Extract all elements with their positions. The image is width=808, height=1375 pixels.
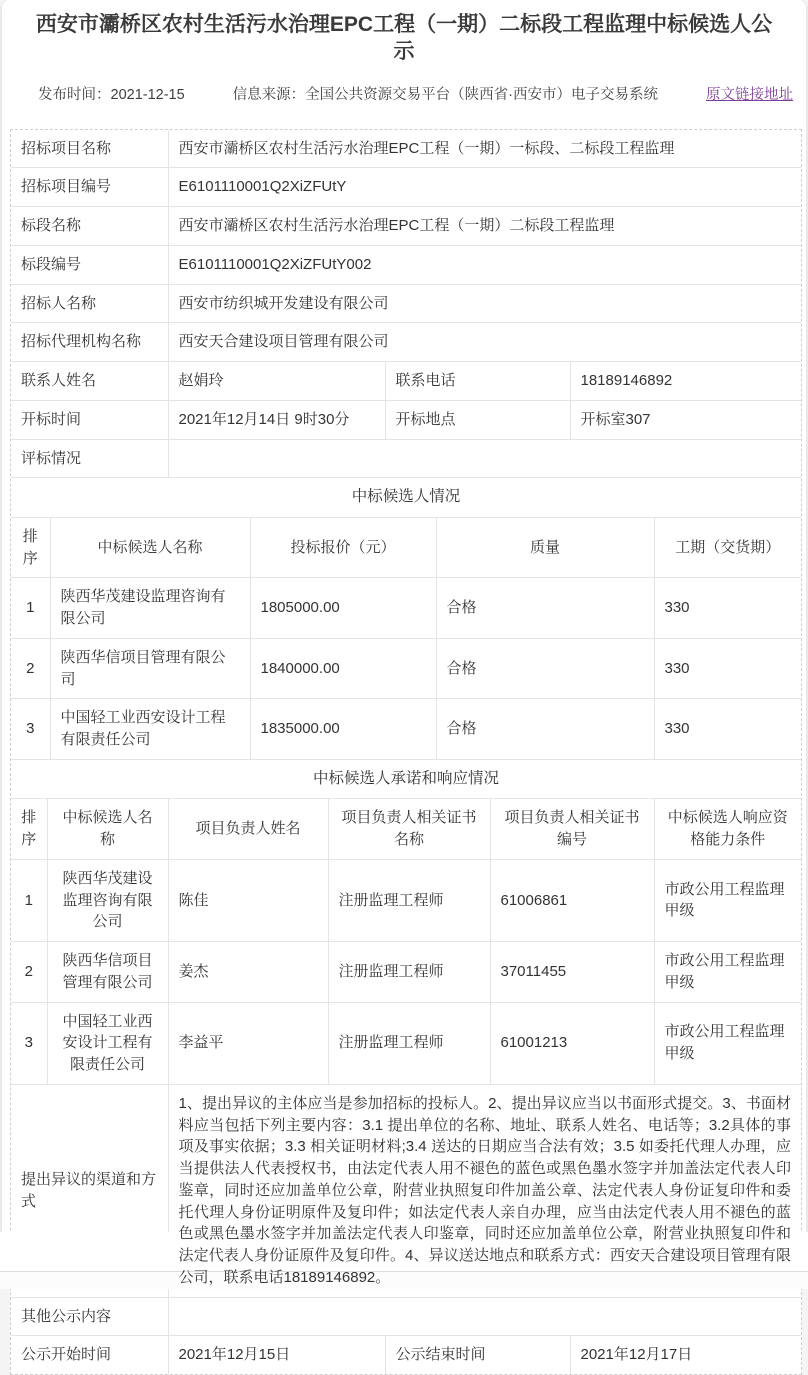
info-label: 招标项目编号 (11, 168, 168, 207)
publicity-start-label: 公示开始时间 (11, 1336, 168, 1374)
response-cert-no: 61006861 (490, 859, 654, 941)
candidate-quality: 合格 (436, 699, 654, 760)
col-header-manager: 项目负责人姓名 (168, 799, 328, 860)
response-cert-name: 注册监理工程师 (328, 1002, 490, 1084)
table-row (11, 168, 801, 207)
info-value: 西安天合建设项目管理有限公司 (168, 323, 801, 362)
responses-section-title: 中标候选人承诺和响应情况 (11, 759, 801, 798)
footer-table (11, 1084, 801, 1374)
info-label: 招标项目名称 (11, 130, 168, 168)
other-content-value (168, 1297, 801, 1336)
col-header-name: 中标候选人名称 (50, 517, 250, 578)
info-label: 招标人名称 (11, 284, 168, 323)
candidate-row (11, 578, 801, 639)
response-manager: 姜杰 (168, 942, 328, 1003)
response-cert-name: 注册监理工程师 (328, 942, 490, 1003)
info-source: 信息来源：全国公共资源交易平台（陕西省·西安市）电子交易系统 (232, 86, 658, 103)
contact-name-value: 赵娟玲 (168, 362, 385, 401)
info-table (11, 130, 801, 479)
open-place-value: 开标室307 (570, 400, 801, 439)
response-row (11, 1002, 801, 1084)
publicity-period-row (11, 1336, 801, 1374)
candidate-row (11, 699, 801, 760)
bid-open-row (11, 400, 801, 439)
col-header-cert-no: 项目负责人相关证书编号 (490, 799, 654, 860)
open-time-value: 2021年12月14日 9时30分 (168, 400, 385, 439)
candidate-rank: 3 (11, 699, 50, 760)
col-header-qualification: 中标候选人响应资格能力条件 (654, 799, 801, 860)
table-row (11, 284, 801, 323)
col-header-cert-name: 项目负责人相关证书名称 (328, 799, 490, 860)
response-rank: 3 (11, 1002, 47, 1084)
table-row (11, 323, 801, 362)
table-row (11, 130, 801, 168)
col-header-duration: 工期（交货期） (654, 517, 801, 578)
page-title: 西安市灞桥区农村生活污水治理EPC工程（一期）二标段工程监理中标候选人公示 (35, 13, 773, 64)
evaluation-value (168, 439, 801, 478)
col-header-rank: 排序 (11, 799, 47, 860)
response-rank: 1 (11, 859, 47, 941)
col-header-name: 中标候选人名称 (47, 799, 168, 860)
responses-table (11, 759, 801, 1085)
open-place-label: 开标地点 (385, 400, 570, 439)
response-name: 中国轻工业西安设计工程有限责任公司 (47, 1002, 168, 1084)
response-qualification: 市政公用工程监理甲级 (654, 1002, 801, 1084)
candidates-table (11, 477, 801, 759)
contact-name-label: 联系人姓名 (11, 362, 168, 401)
contact-phone-label: 联系电话 (385, 362, 570, 401)
response-name: 陕西华信项目管理有限公司 (47, 942, 168, 1003)
response-cert-no: 37011455 (490, 942, 654, 1003)
section-title-row (11, 759, 801, 798)
response-row (11, 859, 801, 941)
meta-row (38, 83, 806, 104)
announcement-card (2, 0, 806, 1364)
open-time-label: 开标时间 (11, 400, 168, 439)
candidate-rank: 1 (11, 578, 50, 639)
info-label: 标段名称 (11, 207, 168, 246)
footer-background (0, 1272, 808, 1289)
objection-label: 提出异议的渠道和方式 (11, 1084, 168, 1297)
candidate-duration: 330 (654, 578, 801, 639)
col-header-price: 投标报价（元） (250, 517, 436, 578)
response-qualification: 市政公用工程监理甲级 (654, 859, 801, 941)
publicity-end-value: 2021年12月17日 (570, 1336, 801, 1374)
info-value: E6101110001Q2XiZFUtY (168, 168, 801, 207)
candidates-header-row (11, 517, 801, 578)
table-row (11, 245, 801, 284)
response-rank: 2 (11, 942, 47, 1003)
response-name: 陕西华茂建设监理咨询有限公司 (47, 859, 168, 941)
responses-header-row (11, 799, 801, 860)
evaluation-label: 评标情况 (11, 439, 168, 478)
candidate-duration: 330 (654, 699, 801, 760)
info-value: 西安市纺织城开发建设有限公司 (168, 284, 801, 323)
response-qualification: 市政公用工程监理甲级 (654, 942, 801, 1003)
publish-time: 发布时间：2021-12-15 (38, 86, 185, 103)
response-manager: 陈佳 (168, 859, 328, 941)
announcement-table (10, 129, 802, 1375)
publicity-start-value: 2021年12月15日 (168, 1336, 385, 1374)
col-header-quality: 质量 (436, 517, 654, 578)
candidates-section-title: 中标候选人情况 (11, 478, 801, 517)
candidate-price: 1840000.00 (250, 638, 436, 699)
other-content-label: 其他公示内容 (11, 1297, 168, 1336)
response-row (11, 942, 801, 1003)
info-value: 西安市灞桥区农村生活污水治理EPC工程（一期）一标段、二标段工程监理 (168, 130, 801, 168)
candidate-quality: 合格 (436, 638, 654, 699)
evaluation-row (11, 439, 801, 478)
response-cert-no: 61001213 (490, 1002, 654, 1084)
col-header-rank: 排序 (11, 517, 50, 578)
response-manager: 李益平 (168, 1002, 328, 1084)
section-title-row (11, 478, 801, 517)
other-content-row (11, 1297, 801, 1336)
table-row (11, 207, 801, 246)
origin-link[interactable]: 原文链接地址 (706, 86, 793, 103)
info-label: 招标代理机构名称 (11, 323, 168, 362)
candidate-name: 中国轻工业西安设计工程有限责任公司 (50, 699, 250, 760)
response-cert-name: 注册监理工程师 (328, 859, 490, 941)
candidate-duration: 330 (654, 638, 801, 699)
info-value: 西安市灞桥区农村生活污水治理EPC工程（一期）二标段工程监理 (168, 207, 801, 246)
contact-row (11, 362, 801, 401)
publicity-end-label: 公示结束时间 (385, 1336, 570, 1374)
candidate-name: 陕西华茂建设监理咨询有限公司 (50, 578, 250, 639)
info-label: 标段编号 (11, 245, 168, 284)
candidate-row (11, 638, 801, 699)
candidate-name: 陕西华信项目管理有限公司 (50, 638, 250, 699)
contact-phone-value: 18189146892 (570, 362, 801, 401)
objection-text: 1、提出异议的主体应当是参加招标的投标人。2、提出异议应当以书面形式提交。3、书面材料应当包括下列主要内容：3.1 提出单位的名称、地址、联系人姓名、电话等；3.2具体的事项及事实依据；3.3 相关证明材料;3.4 送达的日期应当合法有效；3.5 如委托代理人办理，应当提供法人代表授权书，由法定代表人用不褪色的蓝色或黑色墨水签字并加盖法定代表人印鉴章，同时还应加盖单位公章，附营业执照复印件加盖公章、法定代表人身份证复印件和委托代理人身份证明原件及复印件；如法定代表人亲自办理，应当由法定代表人用不褪色的蓝色或黑色墨水签字并加盖法定代表人印鉴章，同时还应加盖单位公章，附营业执照复印件和法定代表人身份证原件及复印件。4、异议送达地点和联系方式：西安天合建设项目管理有限公司，联系电话18189146892。 (168, 1084, 801, 1297)
candidate-price: 1835000.00 (250, 699, 436, 760)
info-value: E6101110001Q2XiZFUtY002 (168, 245, 801, 284)
candidate-price: 1805000.00 (250, 578, 436, 639)
candidate-quality: 合格 (436, 578, 654, 639)
candidate-rank: 2 (11, 638, 50, 699)
